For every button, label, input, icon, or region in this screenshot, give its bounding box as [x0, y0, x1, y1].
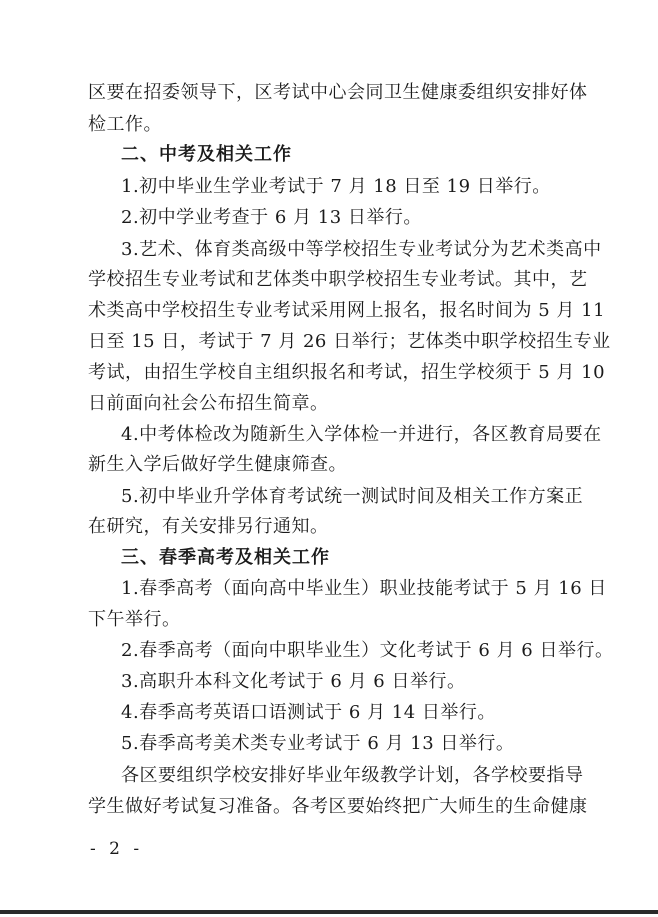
text-line: 考试，由招生学校自主组织报名和考试，招生学校须于 5 月 10 — [88, 362, 606, 383]
text-line: 学校招生专业考试和艺体类中职学校招生专业考试。其中，艺 — [88, 269, 588, 290]
text-line: 3.艺术、体育类高级中等学校招生专业考试分为艺术类高中 — [121, 239, 602, 260]
text-line: 检工作。 — [88, 114, 162, 135]
page-number: - 2 - — [90, 839, 144, 859]
text-line: 1.春季高考（面向高中毕业生）职业技能考试于 5 月 16 日 — [121, 578, 607, 599]
text-line: 2.春季高考（面向中职毕业生）文化考试于 6 月 6 日举行。 — [121, 640, 614, 661]
text-line: 4.春季高考英语口语测试于 6 月 14 日举行。 — [121, 702, 496, 723]
bottom-edge-rule — [0, 910, 658, 914]
text-line: 3.高职升本科文化考试于 6 月 6 日举行。 — [121, 671, 466, 692]
text-line: 2.初中学业考查于 6 月 13 日举行。 — [121, 207, 422, 228]
text-line: 术类高中学校招生专业考试采用网上报名，报名时间为 5 月 11 — [88, 300, 606, 321]
section-heading-middle-school-exam: 二、中考及相关工作 — [121, 144, 292, 165]
text-line: 区要在招委领导下，区考试中心会同卫生健康委组织安排好体 — [88, 82, 588, 103]
text-line: 在研究，有关安排另行通知。 — [88, 516, 329, 537]
text-line: 日前面向社会公布招生简章。 — [88, 393, 329, 414]
text-line: 下午举行。 — [88, 609, 181, 630]
text-line: 日至 15 日，考试于 7 月 26 日举行；艺体类中职学校招生专业 — [88, 331, 611, 352]
text-line: 5.春季高考美术类专业考试于 6 月 13 日举行。 — [121, 733, 515, 754]
text-line: 1.初中毕业生学业考试于 7 月 18 日至 19 日举行。 — [121, 176, 551, 197]
text-line: 学生做好考试复习准备。各考区要始终把广大师生的生命健康 — [88, 796, 588, 817]
text-line: 5.初中毕业升学体育考试统一测试时间及相关工作方案正 — [121, 486, 584, 507]
section-heading-spring-college-exam: 三、春季高考及相关工作 — [121, 547, 330, 568]
text-line: 新生入学后做好学生健康筛查。 — [88, 454, 347, 475]
text-line: 4.中考体检改为随新生入学体检一并进行，各区教育局要在 — [121, 424, 602, 445]
text-line: 各区要组织学校安排好毕业年级教学计划，各学校要指导 — [121, 765, 584, 786]
